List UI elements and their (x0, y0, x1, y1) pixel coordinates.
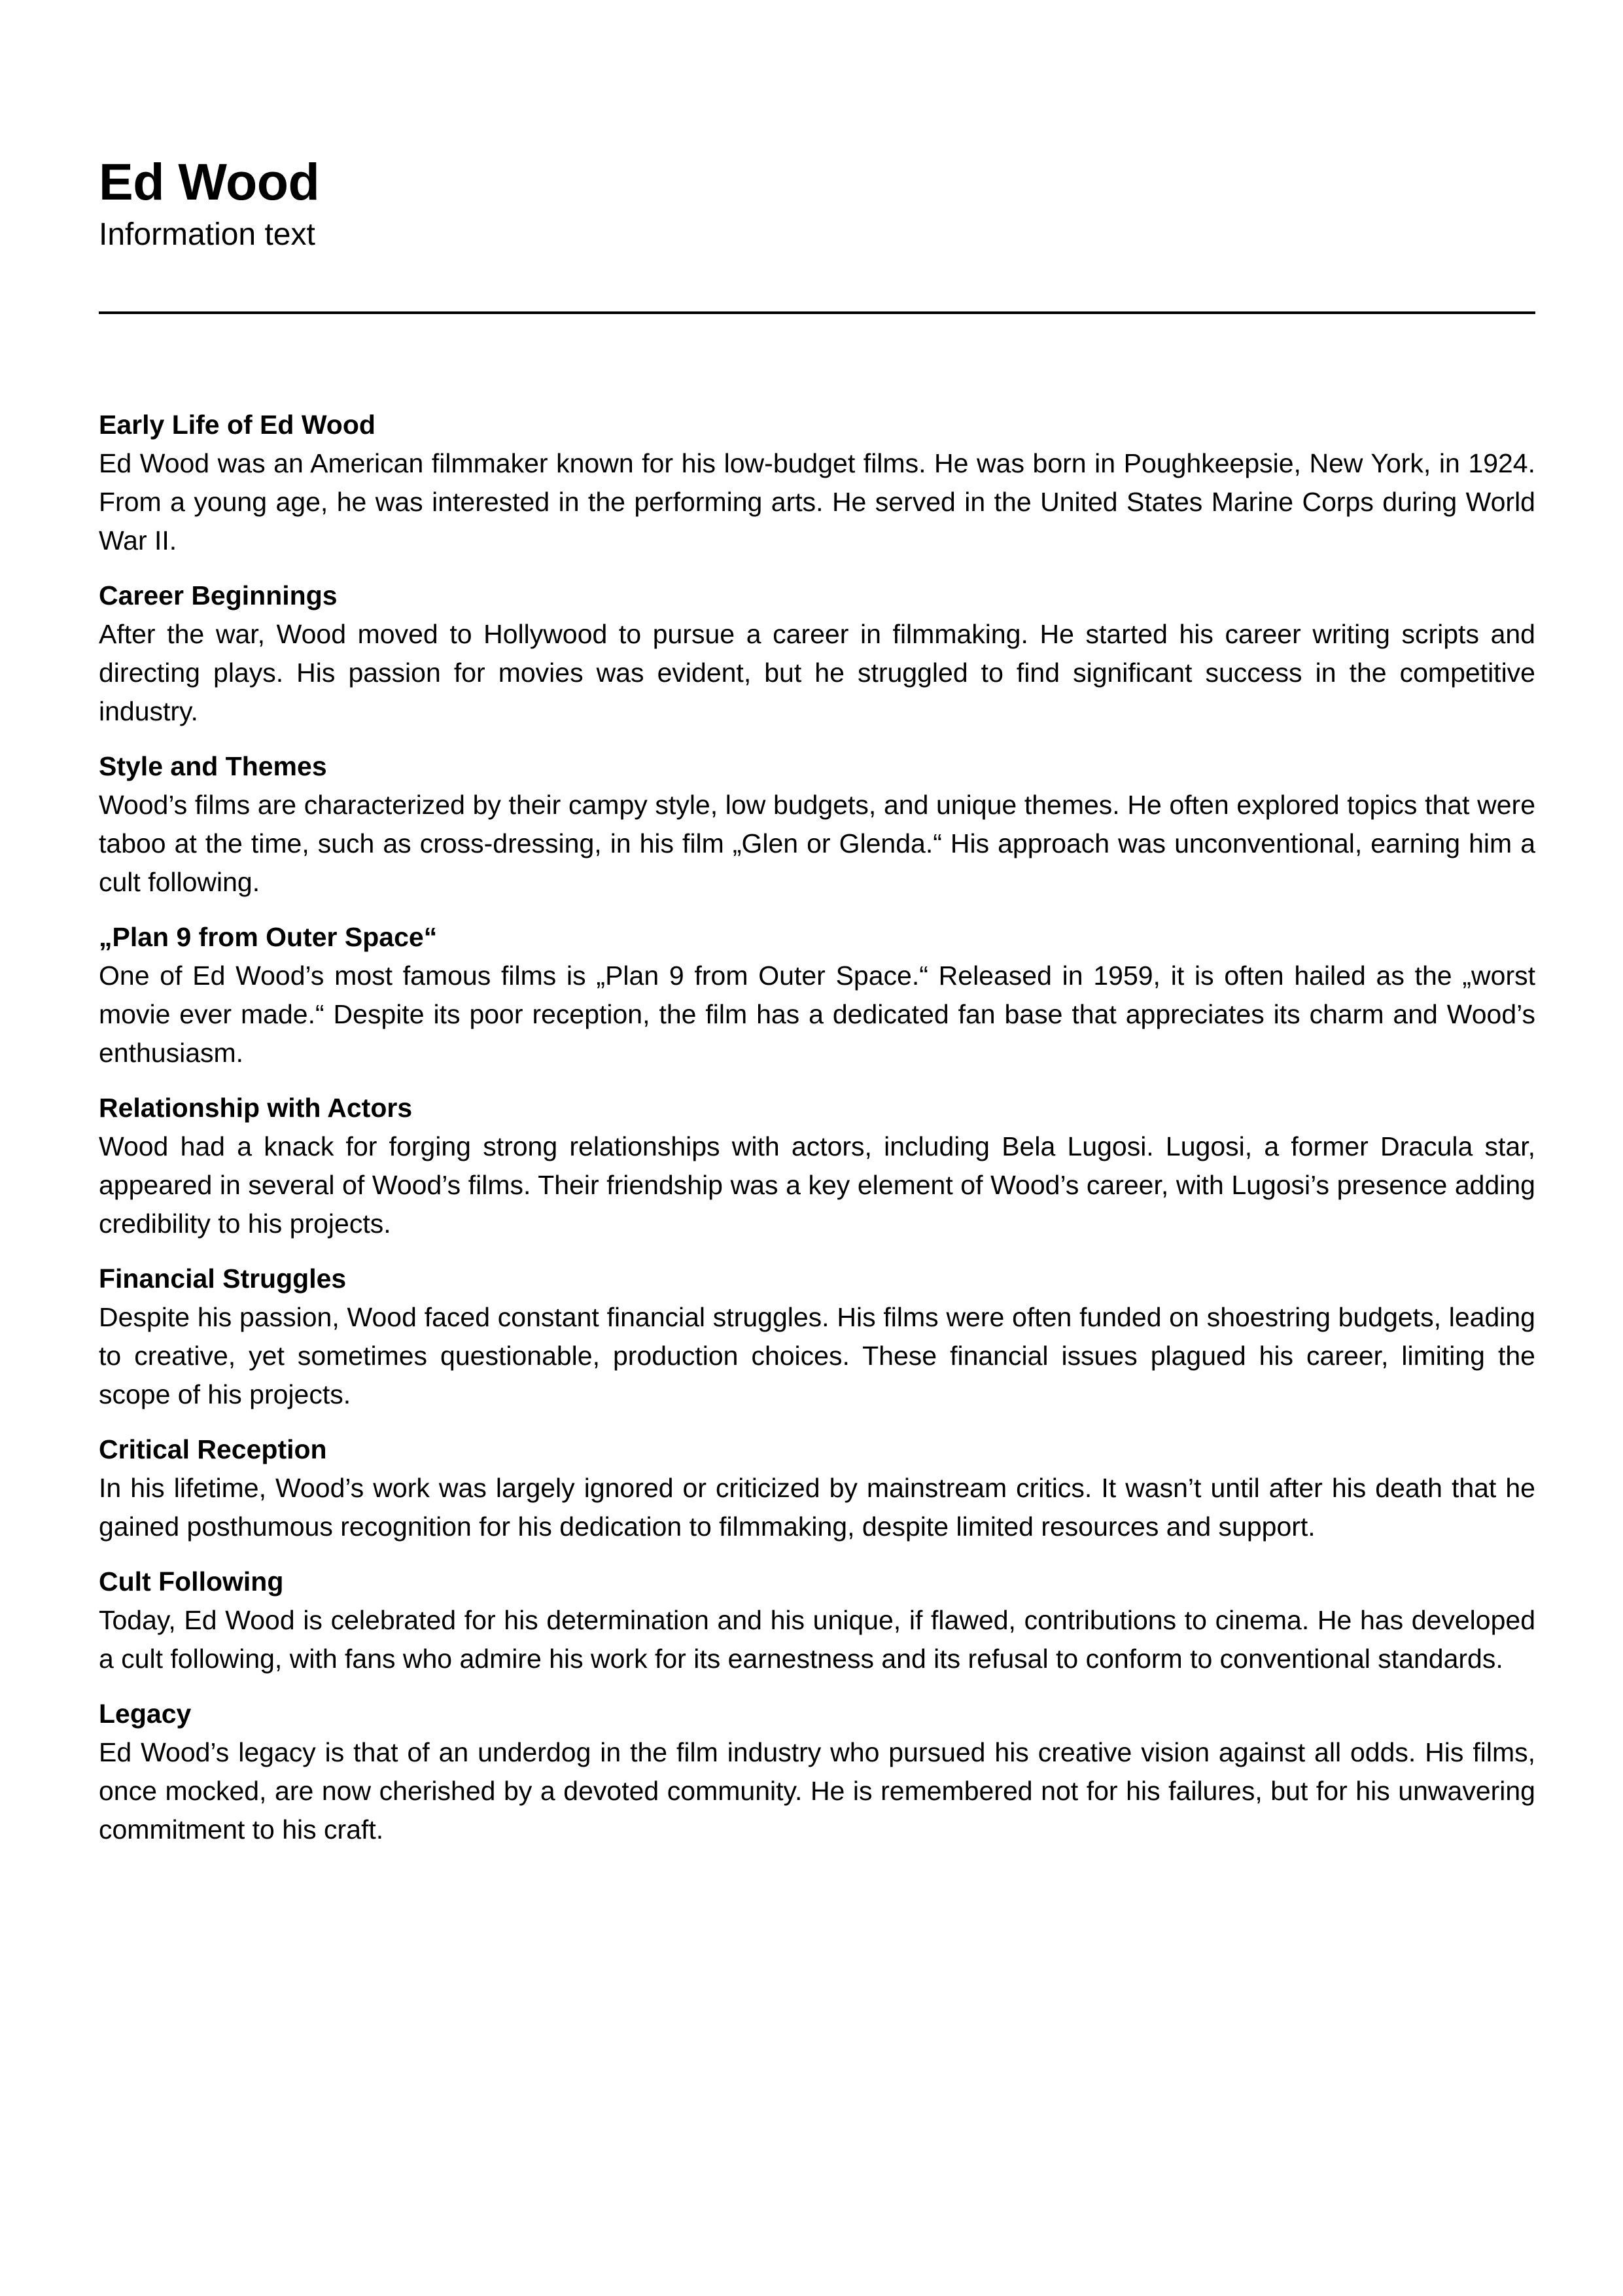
section-body: Despite his passion, Wood faced constant financial struggles. His films were often funded on shoestring budgets, leading to creative, yet sometimes questionable, production choices. These financial issues plagued his career, limiting the scope of his projects. (99, 1302, 1535, 1409)
section-body: Wood’s films are characterized by their campy style, low budgets, and unique themes. He often explored topics that were taboo at the time, such as cross-dressing, in his film „Glen or Glenda.“ His approach was unconventional, earning him a cult following. (99, 790, 1535, 897)
section-body: Ed Wood’s legacy is that of an underdog in the film industry who pursued his creative vision against all odds. His films, once mocked, are now cherished by a devoted community. He is remembered not for his failures, but for his unwavering commitment to his craft. (99, 1737, 1535, 1845)
section-list (99, 406, 1535, 1865)
section-legacy (99, 1695, 1535, 1849)
section-heading: Cult Following (99, 1566, 284, 1597)
section-career-beginnings (99, 576, 1535, 731)
section-heading: Style and Themes (99, 751, 327, 781)
section-financial-struggles (99, 1260, 1535, 1414)
section-plan-9 (99, 918, 1535, 1072)
section-cult-following (99, 1563, 1535, 1678)
section-body: Wood had a knack for forging strong relationships with actors, including Bela Lugosi. Lugosi, a former Dracula star, appeared in several of Wood’s films. Their friendship was a key element of Wood’s career, with Lugosi’s presence adding credibility to his projects. (99, 1131, 1535, 1239)
section-heading: Legacy (99, 1699, 192, 1729)
section-early-life (99, 406, 1535, 560)
document-page (99, 152, 1535, 1845)
section-body: In his lifetime, Wood’s work was largely ignored or criticized by mainstream critics. It wasn’t until after his death that he gained posthumous recognition for his dedication to filmmaking, despite limited resources and support. (99, 1473, 1535, 1542)
section-heading: „Plan 9 from Outer Space“ (99, 922, 438, 952)
section-body: Today, Ed Wood is celebrated for his determination and his unique, if flawed, contributions to cinema. He has developed a cult following, with fans who admire his work for its earnestness and its refusal to conform to conventional standards. (99, 1605, 1535, 1674)
section-heading: Critical Reception (99, 1434, 327, 1464)
section-heading: Financial Struggles (99, 1263, 347, 1294)
section-critical-reception (99, 1430, 1535, 1546)
section-heading: Relationship with Actors (99, 1093, 413, 1123)
page-subtitle: Information text (99, 217, 315, 252)
section-relationship-with-actors (99, 1089, 1535, 1243)
section-body: One of Ed Wood’s most famous films is „Plan 9 from Outer Space.“ Released in 1959, it is often hailed as the „worst movie ever made.“ Despite its poor reception, the film has a dedicated fan base that appreciates its charm and Wood’s enthusiasm. (99, 961, 1535, 1068)
section-body: Ed Wood was an American filmmaker known for his low-budget films. He was born in Poughkeepsie, New York, in 1924. From a young age, he was interested in the performing arts. He served in the United States Marine Corps during World War II. (99, 448, 1535, 556)
section-heading: Career Beginnings (99, 580, 338, 610)
page-title: Ed Wood (99, 152, 320, 211)
header-divider (99, 311, 1535, 314)
section-heading: Early Life of Ed Wood (99, 410, 375, 440)
section-style-and-themes (99, 747, 1535, 902)
section-body: After the war, Wood moved to Hollywood to pursue a career in filmmaking. He started his career writing scripts and directing plays. His passion for movies was evident, but he struggled to find significant success in the competitive industry. (99, 619, 1535, 726)
